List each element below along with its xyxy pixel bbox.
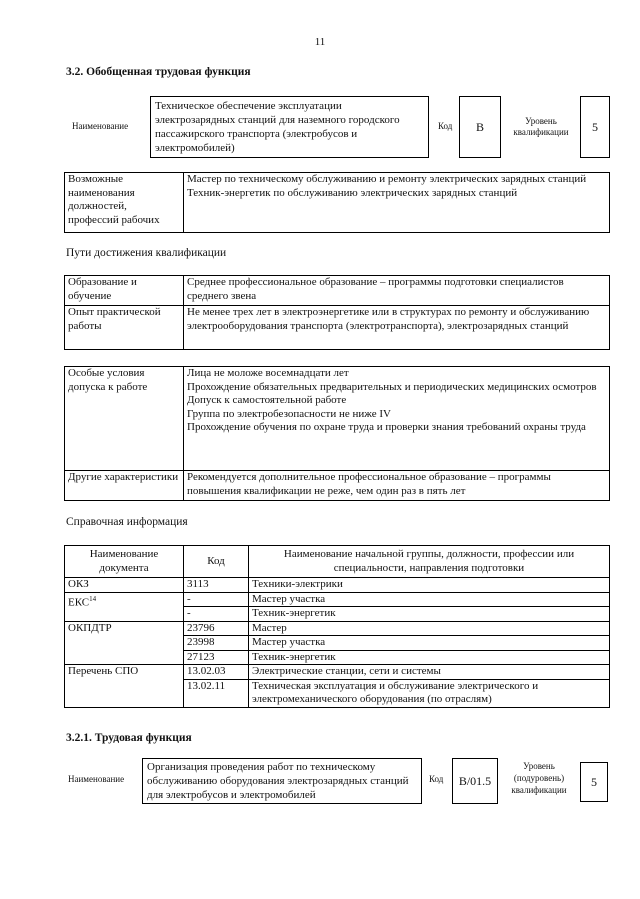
ref-code: 13.02.03	[184, 665, 249, 680]
ref-header-code: Код	[184, 546, 249, 578]
condition-item: Прохождение обучения по охране труда и проверки знания требований охраны труда	[187, 421, 586, 433]
paths-table	[64, 275, 610, 350]
footnote-ref: 14	[89, 594, 97, 603]
name-label: Наименование	[72, 121, 129, 131]
conditions-table	[64, 366, 610, 501]
ref-name: Техник-энергетик	[249, 650, 610, 665]
ref-doc: Перечень СПО	[65, 665, 184, 708]
ref-code: 27123	[184, 650, 249, 665]
positions-table	[64, 172, 610, 233]
table-row	[65, 592, 610, 607]
conditions-values	[184, 367, 610, 471]
condition-item: Лица не моложе восемнадцати лет	[187, 367, 349, 379]
tf-code-value: B/01.5	[452, 758, 498, 804]
ref-code: 13.02.11	[184, 679, 249, 707]
other-label: Другие характеристики	[65, 471, 184, 501]
ref-code: -	[184, 607, 249, 622]
ref-header-name: Наименование начальной группы, должности, профессии или специальности, направления подготовки	[249, 546, 610, 578]
tf-name-label: Наименование	[68, 774, 125, 784]
table-row	[65, 621, 610, 636]
ref-code: 23998	[184, 636, 249, 651]
ref-doc-cell	[65, 592, 184, 621]
condition-item: Допуск к самостоятельной работе	[187, 394, 347, 406]
positions-label: Возможные наименования должностей, профессий рабочих	[65, 173, 184, 233]
reference-table	[64, 545, 610, 708]
section-heading: 3.2. Обобщенная трудовая функция	[66, 66, 251, 78]
positions-values	[184, 173, 610, 233]
conditions-label: Особые условия допуска к работе	[65, 367, 184, 471]
ref-doc: ОКПДТР	[65, 621, 184, 665]
page-number: 11	[314, 36, 326, 48]
table-row	[65, 665, 610, 680]
other-value: Рекомендуется дополнительное профессиональное образование – программы повышения квалификации не реже, чем один раз в пять лет	[184, 471, 610, 501]
tf-level-value: 5	[580, 762, 608, 802]
condition-item: Группа по электробезопасности не ниже IV	[187, 407, 391, 420]
ref-header-doc: Наименование документа	[65, 546, 184, 578]
tf-level-label: Уровень (подуровень) квалификации	[511, 761, 567, 795]
ref-code: 3113	[184, 578, 249, 593]
subsection-heading: 3.2.1. Трудовая функция	[66, 732, 192, 744]
tf-code-label: Код	[429, 774, 444, 784]
name-value: Техническое обеспечение эксплуатации электрозарядных станций для наземного городского пассажирского транспорта (электробусов и электромобилей)	[150, 96, 429, 158]
ref-name: Мастер	[249, 621, 610, 636]
level-label: Уровень квалификации	[513, 116, 569, 137]
condition-item: Прохождение обязательных предварительных и периодических медицинских осмотров	[187, 380, 597, 393]
ref-doc: ОКЗ	[65, 578, 184, 593]
ref-name: Техники-электрики	[249, 578, 610, 593]
experience-label: Опыт практической работы	[65, 306, 184, 350]
position-item: Мастер по техническому обслуживанию и ремонту электрических зарядных станций	[187, 173, 587, 185]
level-value: 5	[580, 96, 610, 158]
paths-title: Пути достижения квалификации	[66, 247, 227, 259]
reference-title: Справочная информация	[66, 516, 188, 528]
ref-name: Мастер участка	[249, 592, 610, 607]
code-value: B	[459, 96, 501, 158]
ref-name: Техническая эксплуатация и обслуживание электрического и электромеханического оборудования (по отраслям)	[249, 679, 610, 707]
table-row	[65, 578, 610, 593]
education-label: Образование и обучение	[65, 276, 184, 306]
ref-name: Мастер участка	[249, 636, 610, 651]
education-value: Среднее профессиональное образование – программы подготовки специалистов среднего звена	[184, 276, 610, 306]
ref-code: 23796	[184, 621, 249, 636]
experience-value: Не менее трех лет в электроэнергетике или в структурах по ремонту и обслуживанию электрооборудования транспорта (электротранспорта), электрозарядных станций	[184, 306, 610, 350]
ref-name: Электрические станции, сети и системы	[249, 665, 610, 680]
ref-code: -	[184, 592, 249, 607]
ref-name: Техник-энергетик	[249, 607, 610, 622]
code-label: Код	[438, 121, 453, 131]
ref-doc: ЕКС	[68, 596, 90, 609]
tf-name-value: Организация проведения работ по техническому обслуживанию оборудования электрозарядных станций для электробусов и электромобилей	[142, 758, 422, 804]
position-item: Техник-энергетик по обслуживанию электрических зарядных станций	[187, 186, 518, 199]
